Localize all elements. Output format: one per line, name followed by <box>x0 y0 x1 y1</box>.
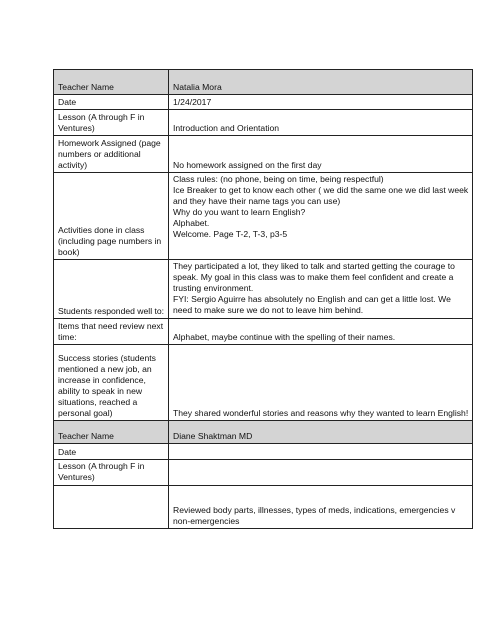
lesson-label: Lesson (A through F in Ventures) <box>54 460 169 486</box>
activities-row <box>54 173 473 260</box>
teacher-row <box>54 70 473 95</box>
lesson-label: Lesson (A through F in Ventures) <box>54 110 169 136</box>
activities-line: Why do you want to learn English? <box>173 207 306 217</box>
activities-line: Alphabet. <box>173 218 210 228</box>
review-row <box>54 319 473 345</box>
review-label: Items that need review next time: <box>54 319 169 345</box>
review-value: Alphabet, maybe continue with the spelling of their names. <box>169 319 473 345</box>
responded-line: They participated a lot, they liked to talk and started getting the courage to speak. My goal in this class was to make them feel confident and create a trusting environment. <box>173 261 455 293</box>
teacher-label: Teacher Name <box>54 70 169 95</box>
responded-label: Students responded well to: <box>54 260 169 319</box>
class-log-table <box>53 69 473 529</box>
homework-label: Homework Assigned (page numbers or additional activity) <box>54 136 169 173</box>
responded-line: FYI: Sergio Aguirre has absolutely no English and can get a little lost. We need to make sure we do not to leave him behind. <box>173 294 451 315</box>
date-label: Date <box>54 444 169 460</box>
teacher-value: Natalia Mora <box>169 70 473 95</box>
success-row <box>54 345 473 421</box>
responded-value <box>169 260 473 319</box>
responded-row <box>54 260 473 319</box>
lesson-row <box>54 460 473 486</box>
activities-line: Class rules: (no phone, being on time, being respectful) <box>173 174 384 184</box>
notes-label <box>54 486 169 529</box>
activities-line: Ice Breaker to get to know each other ( we did the same one we did last week and they have their name tags you can use) <box>173 185 469 206</box>
lesson-value: Introduction and Orientation <box>169 110 473 136</box>
activities-value <box>169 173 473 260</box>
date-row <box>54 95 473 110</box>
success-value: They shared wonderful stories and reasons why they wanted to learn English! <box>169 345 473 421</box>
notes-row <box>54 486 473 529</box>
activities-line: Welcome. Page T-2, T-3, p3-5 <box>173 229 288 239</box>
teacher-row <box>54 421 473 444</box>
teacher-value: Diane Shaktman MD <box>169 421 473 444</box>
date-value: 1/24/2017 <box>169 95 473 110</box>
notes-value: Reviewed body parts, illnesses, types of meds, indications, emergencies v non-emergencies <box>169 486 473 529</box>
success-label: Success stories (students mentioned a new job, an increase in confidence, ability to speak in new situations, reached a personal goal) <box>54 345 169 421</box>
homework-value: No homework assigned on the first day <box>169 136 473 173</box>
teacher-label: Teacher Name <box>54 421 169 444</box>
date-value <box>169 444 473 460</box>
lesson-row <box>54 110 473 136</box>
homework-row <box>54 136 473 173</box>
activities-label: Activities done in class (including page numbers in book) <box>54 173 169 260</box>
date-row <box>54 444 473 460</box>
date-label: Date <box>54 95 169 110</box>
lesson-value <box>169 460 473 486</box>
